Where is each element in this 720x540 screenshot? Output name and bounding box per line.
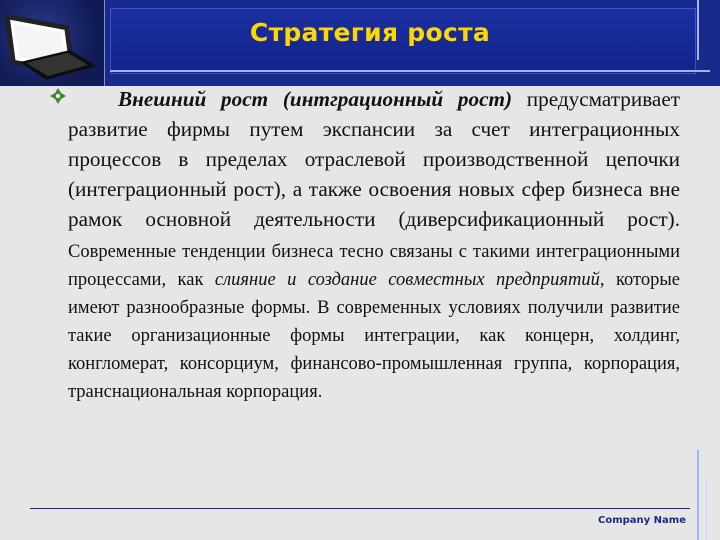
footer-right-line xyxy=(697,450,699,540)
paragraph-1 xyxy=(68,84,680,234)
diamond-bullet-icon xyxy=(50,88,66,104)
slide-title: Стратегия роста xyxy=(249,18,491,47)
laptop-icon xyxy=(0,0,104,86)
header-underline xyxy=(110,70,710,72)
paragraph-2-end: которые имеют разнообразные формы. В современных условиях получили развитие такие организационные формы интеграции, как концерн, холдинг, конгломерат, консорциум, финансово-промышленная группа, корпорация, транснациональная корпорация. xyxy=(68,270,680,402)
header-right-line xyxy=(697,0,699,60)
slide-body xyxy=(68,84,680,406)
paragraph-1-text: предусматривает развитие фирмы путем экспансии за счет интеграционных процессов в пределах отраслевой производственной цепочки (интеграционный рост), а также освоения новых сфер бизнеса вне рамок основной деятельности (диверсификационный рост). xyxy=(68,87,680,231)
footer-right-line-thin xyxy=(706,480,707,540)
header-divider xyxy=(104,0,105,86)
lead-heading: Внешний рост (интграционный рост) xyxy=(118,87,513,111)
header-bar xyxy=(0,0,720,86)
company-name: Company Name xyxy=(598,515,686,526)
paragraph-2 xyxy=(68,238,680,406)
footer-divider xyxy=(30,508,690,509)
paragraph-2-start: Современные тенденции бизнеса тесно связаны с такими интеграционными процессами, как xyxy=(68,242,680,290)
paragraph-2-italic: слияние и создание совместных предприятий, xyxy=(214,270,605,290)
